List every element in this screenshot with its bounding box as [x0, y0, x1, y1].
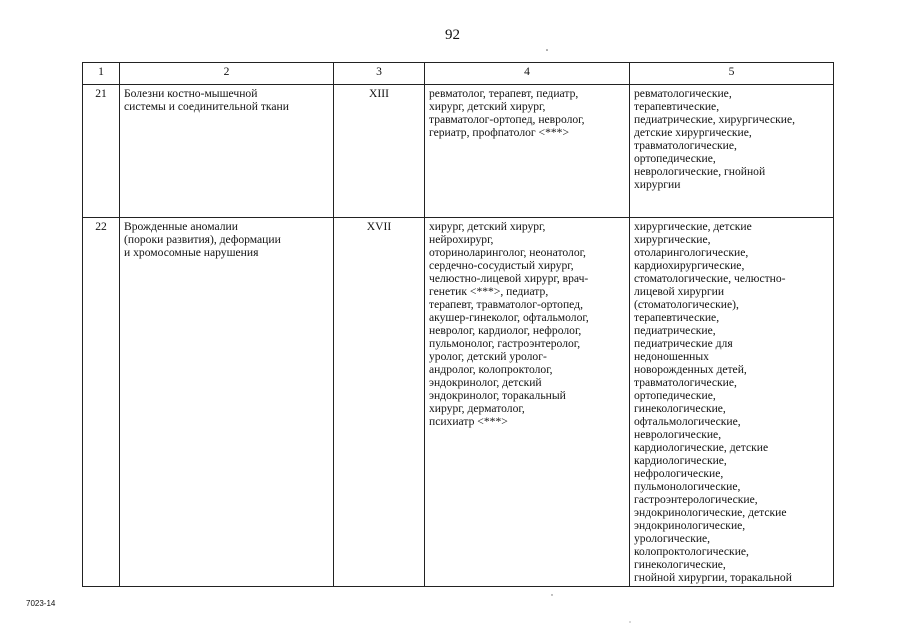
cell-line: травматолог-ортопед, невролог, — [429, 113, 585, 126]
cell-line: нейрохирург, — [429, 233, 494, 246]
cell-line: ортопедические, — [634, 389, 716, 402]
column-header-5: 5 — [630, 63, 834, 85]
cell-line: эндокринологические, — [634, 519, 746, 532]
cell-line: (пороки развития), деформации — [124, 233, 281, 246]
cell-line: Болезни костно-мышечной — [124, 87, 258, 100]
cell-line: гнойной хирургии, торакальной — [634, 571, 792, 584]
column-header-1: 1 — [83, 63, 120, 85]
medical-profiles-table — [82, 62, 834, 587]
cell-line: кардиологические, — [634, 454, 727, 467]
cell-line: педиатрические, хирургические, — [634, 113, 796, 126]
cell-line: стоматологические, челюстно- — [634, 272, 786, 285]
cell-line: эндокринолог, торакальный — [429, 389, 566, 402]
cell-line: сердечно-сосудистый хирург, — [429, 259, 574, 272]
disease-group-cell — [120, 85, 334, 218]
cell-line: нефрологические, — [634, 467, 724, 480]
cell-line: ортопедические, — [634, 152, 716, 165]
cell-line: оториноларинголог, неонатолог, — [429, 246, 586, 259]
bed-profiles-cell — [630, 85, 834, 218]
cell-line: эндокринологические, детские — [634, 506, 787, 519]
cell-line: (стоматологические), — [634, 298, 739, 311]
cell-line: хирургические, — [634, 233, 711, 246]
specialists-cell — [425, 218, 630, 587]
bed-profiles-cell — [630, 218, 834, 587]
cell-line: хирургические, детские — [634, 220, 752, 233]
cell-line: терапевтические, — [634, 311, 720, 324]
table-row — [83, 85, 834, 218]
cell-line: хирург, детский хирург, — [429, 100, 546, 113]
column-header-2: 2 — [120, 63, 334, 85]
scan-speck — [551, 594, 552, 595]
cell-line: неврологические, — [634, 428, 722, 441]
cell-line: травматологические, — [634, 376, 737, 389]
cell-line: ревматологические, — [634, 87, 732, 100]
disease-group-cell — [120, 218, 334, 587]
cell-line: хирургии — [634, 178, 681, 191]
cell-line: терапевтические, — [634, 100, 720, 113]
cell-line: генетик <***>, педиатр, — [429, 285, 549, 298]
cell-line: урологические, — [634, 532, 711, 545]
specialists-cell — [425, 85, 630, 218]
cell-line: хирург, дерматолог, — [429, 402, 525, 415]
cell-line: эндокринолог, детский — [429, 376, 542, 389]
cell-line: колопроктологические, — [634, 545, 749, 558]
cell-line: невролог, кардиолог, нефролог, — [429, 324, 582, 337]
cell-line: гинекологические, — [634, 402, 726, 415]
cell-line: хирург, детский хирург, — [429, 220, 546, 233]
document-code: 7023-14 — [26, 599, 56, 608]
cell-line: Врожденные аномалии — [124, 220, 238, 233]
cell-line: андролог, колопроктолог, — [429, 363, 553, 376]
cell-line: пульмонолог, гастроэнтеролог, — [429, 337, 581, 350]
cell-line: и хромосомные нарушения — [124, 246, 259, 259]
row-number-cell: 22 — [83, 218, 120, 587]
cell-line: гинекологические, — [634, 558, 726, 571]
cell-line: лицевой хирургии — [634, 285, 725, 298]
cell-line: кардиологические, детские — [634, 441, 769, 454]
cell-line: детские хирургические, — [634, 126, 752, 139]
icd-class-cell: XIII — [334, 85, 425, 218]
cell-line: гастроэнтерологические, — [634, 493, 758, 506]
cell-line: педиатрические, — [634, 324, 716, 337]
cell-line: отоларингологические, — [634, 246, 749, 259]
cell-line: гериатр, профпатолог <***> — [429, 126, 570, 139]
cell-line: педиатрические для — [634, 337, 733, 350]
icd-class-cell: XVII — [334, 218, 425, 587]
table-row — [83, 218, 834, 587]
cell-line: травматологические, — [634, 139, 737, 152]
cell-line: офтальмологические, — [634, 415, 741, 428]
cell-line: психиатр <***> — [429, 415, 508, 428]
cell-line: терапевт, травматолог-ортопед, — [429, 298, 583, 311]
cell-line: кардиохирургические, — [634, 259, 745, 272]
cell-line: ревматолог, терапевт, педиатр, — [429, 87, 579, 100]
cell-line: уролог, детский уролог- — [429, 350, 547, 363]
column-header-3: 3 — [334, 63, 425, 85]
column-header-4: 4 — [425, 63, 630, 85]
scan-speck — [546, 49, 548, 51]
cell-line: системы и соединительной ткани — [124, 100, 289, 113]
cell-line: недоношенных — [634, 350, 709, 363]
cell-line: неврологические, гнойной — [634, 165, 766, 178]
cell-line: пульмонологические, — [634, 480, 741, 493]
cell-line: новорожденных детей, — [634, 363, 747, 376]
page-number: 92 — [445, 27, 460, 43]
cell-line: акушер-гинеколог, офтальмолог, — [429, 311, 589, 324]
row-number-cell: 21 — [83, 85, 120, 218]
scan-speck — [629, 621, 630, 622]
table-header-row — [83, 63, 834, 85]
cell-line: челюстно-лицевой хирург, врач- — [429, 272, 589, 285]
